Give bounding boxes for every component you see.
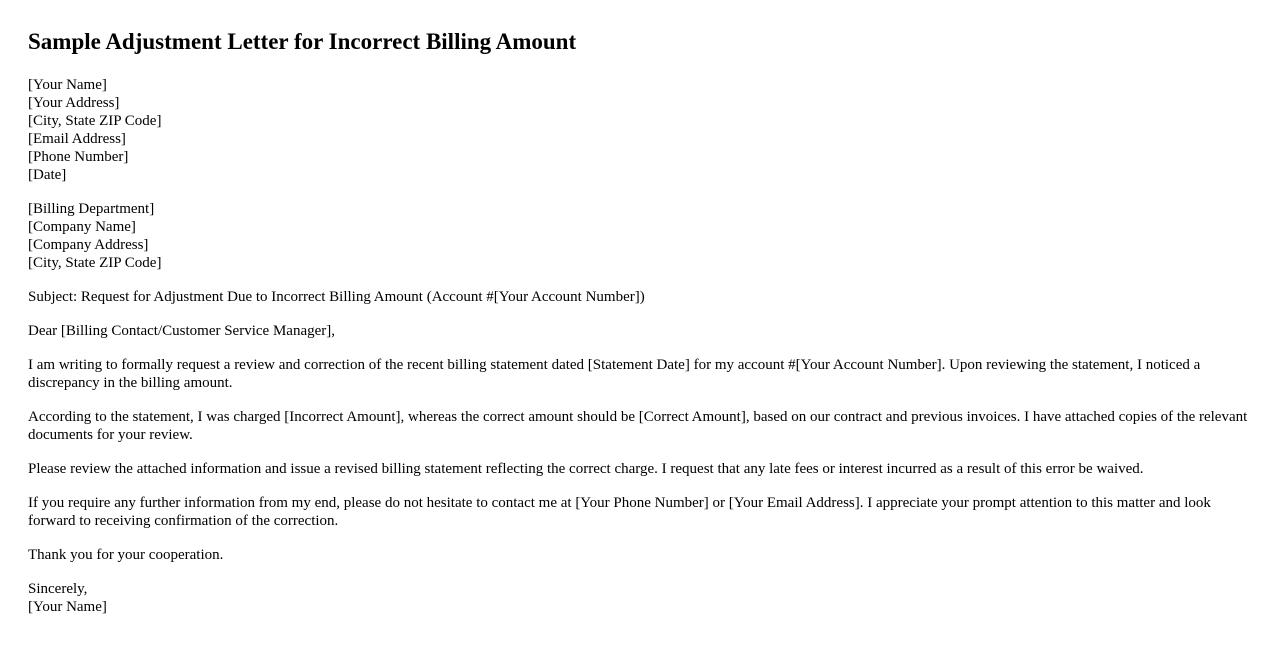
sender-block	[28, 76, 1250, 184]
sender-address: [Your Address]	[28, 95, 120, 111]
closing-block	[28, 580, 1250, 616]
body-paragraph-request: I am writing to formally request a review and correction of the recent billing statement dated [Statement Date] for my account #[Your Account Number]. Upon reviewing the statement, I noticed a discrepancy in the billing amount.	[28, 357, 1201, 391]
subject-line: Subject: Request for Adjustment Due to Incorrect Billing Amount (Account #[Your Account Number])	[28, 289, 645, 305]
letter-date: [Date]	[28, 167, 67, 183]
page-title: Sample Adjustment Letter for Incorrect Billing Amount	[28, 29, 577, 54]
recipient-department: [Billing Department]	[28, 201, 155, 217]
recipient-company-name: [Company Name]	[28, 219, 136, 235]
signature-name: [Your Name]	[28, 599, 107, 615]
recipient-city-state-zip: [City, State ZIP Code]	[28, 255, 162, 271]
sender-city-state-zip: [City, State ZIP Code]	[28, 113, 162, 129]
sender-name: [Your Name]	[28, 77, 107, 93]
body-paragraph-contact: If you require any further information from my end, please do not hesitate to contact me at [Your Phone Number] or [Your Email Address]. I appreciate your prompt attention to this matter and look forward to receiving confirmation of the correction.	[28, 495, 1211, 529]
body-paragraph-revision: Please review the attached information and issue a revised billing statement reflecting the correct charge. I request that any late fees or interest incurred as a result of this error be waived.	[28, 461, 1144, 477]
sender-phone: [Phone Number]	[28, 149, 129, 165]
body-paragraph-discrepancy: According to the statement, I was charged [Incorrect Amount], whereas the correct amount should be [Correct Amount], based on our contract and previous invoices. I have attached copies of the relevant documents for your review.	[28, 409, 1248, 443]
sender-email: [Email Address]	[28, 131, 126, 147]
valediction: Sincerely,	[28, 581, 88, 597]
salutation: Dear [Billing Contact/Customer Service Manager],	[28, 323, 335, 339]
recipient-company-address: [Company Address]	[28, 237, 149, 253]
body-paragraph-thanks: Thank you for your cooperation.	[28, 547, 224, 563]
recipient-block	[28, 200, 1250, 272]
